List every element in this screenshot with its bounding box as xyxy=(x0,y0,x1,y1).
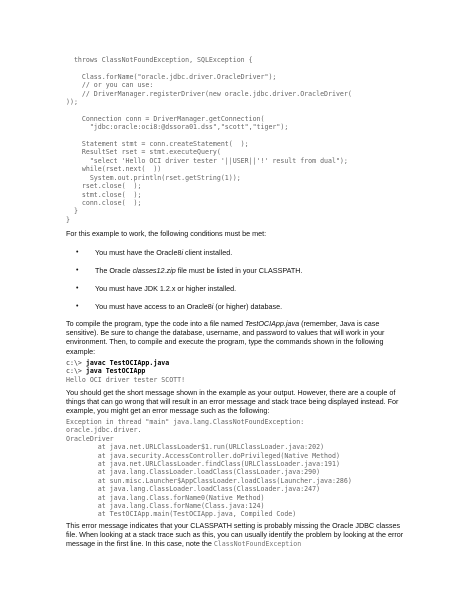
code-line: Statement stmt = conn.createStatement( ); xyxy=(66,140,249,149)
shell-command: javac TestOCIApp.java xyxy=(85,359,170,367)
code-line: at sun.misc.Launcher$AppClassLoader.loadClass(Launcher.java:286) xyxy=(66,476,352,485)
code-line: Class.forName("oracle.jdbc.driver.OracleDriver"); xyxy=(66,72,277,81)
bullet-icon: • xyxy=(76,249,79,256)
code-line: Connection conn = DriverManager.getConnection( xyxy=(66,114,265,123)
bullet-icon: • xyxy=(76,303,79,310)
code-line: throws ClassNotFoundException, SQLException { xyxy=(66,56,253,64)
code-line: oracle.jdbc.driver. xyxy=(66,426,142,435)
code-line xyxy=(66,106,352,114)
command-line xyxy=(66,367,185,375)
code-line: Exception in thread "main" java.lang.ClassNotFoundException: xyxy=(66,418,305,426)
code-line: at java.lang.ClassLoader.loadClass(ClassLoader.java:247) xyxy=(66,485,321,494)
list-item: • You must have the Oracle8i client installed. xyxy=(76,248,233,257)
code-line: at java.security.AccessController.doPrivileged(Native Method) xyxy=(66,451,340,460)
filename-emphasis: TestOCIApp.java xyxy=(245,319,300,328)
program-output: Hello OCI driver tester SCOTT! xyxy=(66,375,186,384)
code-line: at java.lang.Class.forName0(Native Method) xyxy=(66,493,265,502)
code-line: at TestOCIApp.main(TestOCIApp.java, Compiled Code) xyxy=(66,510,297,519)
code-line: )); xyxy=(66,98,78,107)
code-line xyxy=(66,64,352,72)
inline-code-exception: ClassNotFoundException xyxy=(213,540,302,549)
compile-commands xyxy=(66,359,185,384)
code-line: stmt.close( ); xyxy=(66,190,142,199)
final-paragraph: This error message indicates that your CLASSPATH setting is probably missing the Oracle JDBC classes file. When looking at a stack trace such as this, you can usually identify the problem by looking at the error message in the first line. In this case, note the ClassNotFoundException xyxy=(66,521,404,549)
emphasis: classes12.zip xyxy=(132,266,176,275)
code-line: OracleDriver xyxy=(66,434,114,443)
list-item: • You must have JDK 1.2.x or higher installed. xyxy=(76,284,237,293)
code-listing xyxy=(66,56,352,224)
bullet-icon: • xyxy=(76,285,79,292)
shell-prompt: c:\> xyxy=(66,359,86,367)
code-line: "jdbc:oracle:oci8:@dssora01.dss","scott","tiger"); xyxy=(66,123,289,132)
code-line: } xyxy=(66,207,78,216)
result-paragraph: You should get the short message shown in the example as your output. However, there are a couple of things that can go wrong that will result in an error message and stack trace being displayed instead. For example, you might get an error message such as the following: xyxy=(66,388,399,416)
code-line: at java.lang.ClassLoader.loadClass(ClassLoader.java:290) xyxy=(66,468,321,477)
emphasis: i xyxy=(181,248,184,257)
code-line: } xyxy=(66,215,70,224)
code-line: System.out.println(rset.getString(1)); xyxy=(66,173,241,182)
stack-trace-listing xyxy=(66,418,352,519)
code-line: "select 'Hello OCI driver tester '||USER||'!' result from dual"); xyxy=(66,156,348,165)
list-item: • The Oracle classes12.zip file must be listed in your CLASSPATH. xyxy=(76,266,303,275)
code-line: // DriverManager.registerDriver(new oracle.jdbc.driver.OracleDriver( xyxy=(66,89,352,98)
code-line: at java.net.URLClassLoader$1.run(URLClassLoader.java:202) xyxy=(66,443,325,452)
list-item: • You must have access to an Oracle8i (or higher) database. xyxy=(76,302,283,311)
shell-prompt: c:\> xyxy=(66,367,86,376)
emphasis: i xyxy=(211,302,214,311)
compile-paragraph: To compile the program, type the code into a file named TestOCIApp.java (remember, Java is case sensitive). Be sure to change the database, username, and password to values that will work in your environment. Then, to compile and execute the program, type the commands shown in the following example: xyxy=(66,319,385,356)
code-line: conn.close( ); xyxy=(66,198,142,207)
shell-command: java TestOCIApp xyxy=(85,367,146,376)
code-line: rset.close( ); xyxy=(66,182,142,191)
command-line xyxy=(66,359,185,367)
code-line: at java.lang.Class.forName(Class.java:124) xyxy=(66,502,265,511)
code-line: // or you can use: xyxy=(66,81,154,90)
code-line: ResultSet rset = stmt.executeQuery( xyxy=(66,148,221,157)
code-line: at java.net.URLClassLoader.findClass(URLClassLoader.java:191) xyxy=(66,460,340,469)
code-line: while(rset.next( )) xyxy=(66,165,162,174)
intro-paragraph: For this example to work, the following conditions must be met: xyxy=(66,229,267,238)
code-line xyxy=(66,132,352,140)
requirements-list xyxy=(76,248,415,320)
bullet-icon: • xyxy=(76,267,79,274)
